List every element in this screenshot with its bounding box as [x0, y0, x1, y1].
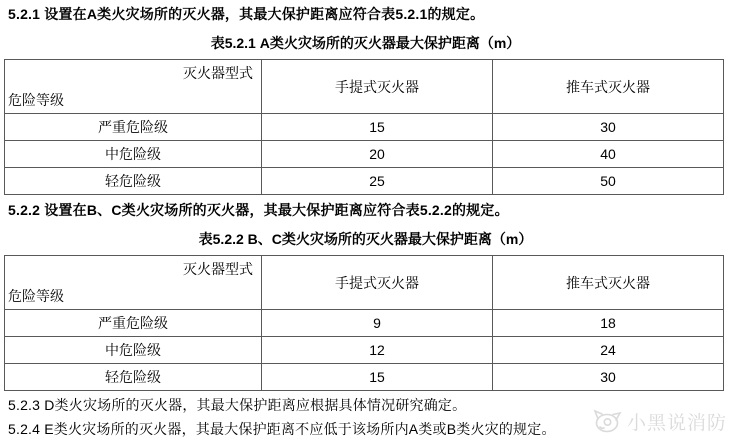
- corner-label-extinguisher-type: 灭火器型式: [183, 65, 253, 81]
- row-label: 轻危险级: [5, 364, 262, 391]
- cell-value: 15: [262, 364, 493, 391]
- cat-face-icon: [592, 407, 622, 435]
- table-row: [5, 141, 724, 168]
- table-5-2-1: [4, 59, 724, 195]
- corner-label-extinguisher-type: 灭火器型式: [183, 261, 253, 277]
- cell-value: 30: [493, 364, 724, 391]
- table-5-2-2-title: 表5.2.2 B、C类火灾场所的灭火器最大保护距离（m）: [198, 231, 533, 247]
- row-label: 严重危险级: [5, 310, 262, 337]
- table-row: [5, 168, 724, 195]
- column-header-handheld: 手提式灭火器: [262, 60, 493, 114]
- table-row: [5, 114, 724, 141]
- clause-5-2-4: 5.2.4 E类火灾场所的灭火器，其最大保护距离不应低于该场所内A类或B类火灾的规定。: [8, 421, 556, 437]
- corner-label-hazard-level: 危险等级: [8, 92, 64, 108]
- cell-value: 24: [493, 337, 724, 364]
- cell-value: 12: [262, 337, 493, 364]
- clause-5-2-3: 5.2.3 D类火灾场所的灭火器，其最大保护距离应根据具体情况研究确定。: [8, 397, 467, 413]
- column-header-cart: 推车式灭火器: [493, 256, 724, 310]
- table-header-row: [5, 60, 724, 114]
- column-header-cart: 推车式灭火器: [493, 60, 724, 114]
- table-row: [5, 337, 724, 364]
- corner-label-hazard-level: 危险等级: [8, 288, 64, 304]
- table-row: [5, 364, 724, 391]
- corner-header-cell: [5, 256, 262, 310]
- cell-value: 18: [493, 310, 724, 337]
- clause-5-2-1: 5.2.1 设置在A类火灾场所的灭火器，其最大保护距离应符合表5.2.1的规定。: [8, 6, 485, 22]
- cell-value: 30: [493, 114, 724, 141]
- row-label: 严重危险级: [5, 114, 262, 141]
- table-row: [5, 310, 724, 337]
- cell-value: 9: [262, 310, 493, 337]
- cell-value: 15: [262, 114, 493, 141]
- table-5-2-1-title: 表5.2.1 A类火灾场所的灭火器最大保护距离（m）: [210, 35, 521, 51]
- table-5-2-2: [4, 255, 724, 391]
- row-label: 中危险级: [5, 337, 262, 364]
- cell-value: 25: [262, 168, 493, 195]
- table-header-row: [5, 256, 724, 310]
- watermark: [592, 407, 727, 435]
- row-label: 中危险级: [5, 141, 262, 168]
- cell-value: 20: [262, 141, 493, 168]
- corner-header-cell: [5, 60, 262, 114]
- column-header-handheld: 手提式灭火器: [262, 256, 493, 310]
- cell-value: 40: [493, 141, 724, 168]
- cell-value: 50: [493, 168, 724, 195]
- clause-5-2-2: 5.2.2 设置在B、C类火灾场所的灭火器，其最大保护距离应符合表5.2.2的规定。: [8, 202, 509, 218]
- watermark-label: 小黑说消防: [626, 412, 727, 434]
- row-label: 轻危险级: [5, 168, 262, 195]
